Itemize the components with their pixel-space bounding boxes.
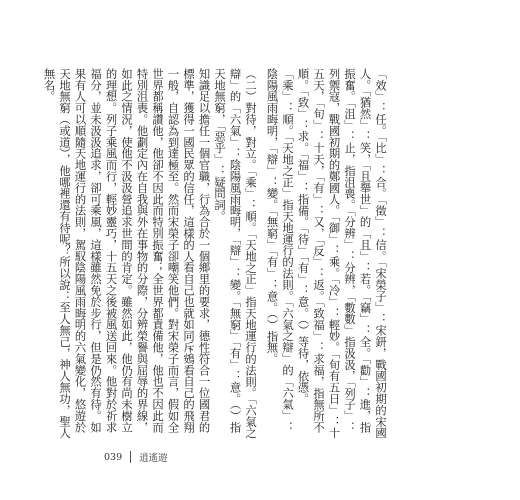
annotation-paragraph-continued: （二）對待，對立。「乘」：順。「天地之正」指天地運行的法則。「六氣之辯」的「六氣」：陰陽風雨晦明，「辯」：變。「無窮」「有」：意。（）指天地無窮，「惡乎」：疑問詞。 [213,68,257,439]
page-number: 039 [104,451,123,463]
book-title: 逍遙遊 [139,453,168,464]
footer-divider [130,451,131,463]
main-text-block [42,68,388,440]
translation-paragraph: 知識足以擔任一個官職，行為合於一個鄉里的要求，德性符合一位國君的標準，獲得一國民眾的信任，這樣的人看自己也就如同斥鴳看自己的飛翔一般，自認為到達極至。然而宋榮子卻嘲笑他們。對宋榮子而言，假如全世界都稱讚他，他卻不因此而特別振奮；全世界都責備他，他也不因此而特別沮喪。他劃定內在自我與外在事物的分際，分辨榮譽與屈辱的界線，如此之情況，使他不汲汲營追求世間的肯定。雖然如此，他仍有尚未樹立的理想。列子乘風而行，輕妙靈巧，十五天之後被風送回來。他對於祈求福分，並未汲汲追求，卻可乘風，這樣雖然免於步行，但是仍然有待。如果有人可以順隨天地運行的法則，駕馭陰陽風雨晦明的六氣變化，悠遊於天地無窮（或道），他哪裡還有待呢？所以說：至人無己，神人無功，聖人無名。 [42,68,211,439]
page-footer [104,450,168,464]
annotation-paragraph: 「效」：任。「比」：合。「徵」：信。「宋榮子」：宋鈃，戰國初期的宋國人。「猶然」：笑，「且舉世」的「且」：若。「竊」：全。「勸」：進，指振奮。「沮」：止，指沮喪。「分辨」：分辨，「數數」指汲汲，「列子」：列禦寇，戰國初期的鄭國人。「御」：乘。「冷」：輕妙。「旬有五日」：十五天，「旬」：十天，「有」：又，「反」：返。「致福」：求福，指無所不順。「致」：求。「福」：指備。「待」「有」：意。（）等待，依憑。「乘」：順。「天地之正」指天地運行的法則。「六氣之辯」的「六氣」：陰陽風雨晦明，「辯」：變。「無窮」「有」：意。（）指無。 [265,68,387,439]
